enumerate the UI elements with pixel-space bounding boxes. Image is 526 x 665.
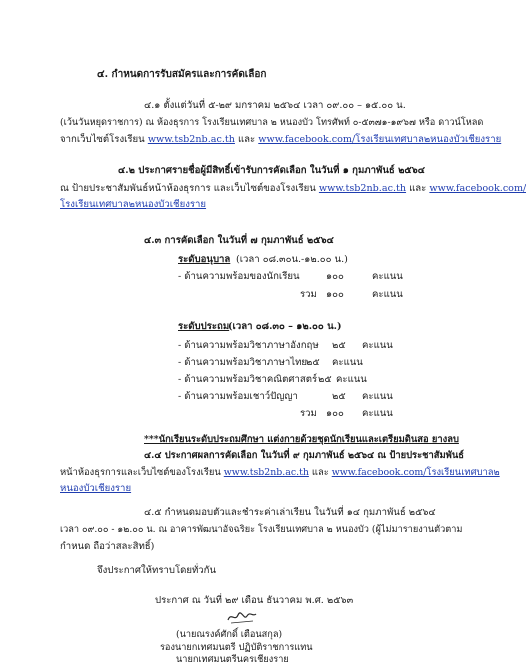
unit-label: คะแนน (362, 340, 393, 351)
facebook-page-link[interactable]: www.facebook.com/โรงเรียนเทศบาล๒ (331, 467, 500, 478)
primary-total: ๑๐๐ (326, 408, 344, 419)
unit-label: คะแนน (362, 391, 393, 402)
date-day: ๒๙ (225, 595, 239, 606)
primary-note: ***นักเรียนระดับประถมศึกษา แต่งกายด้วยชุดนักเรียนและเตรียมดินสอ ยางลบ (144, 434, 459, 445)
unit-label: คะแนน (336, 374, 367, 385)
section-4-5-line-3: กำหนด ถือว่าสละสิทธิ์) (60, 541, 155, 552)
kindergarten-score: ๑๐๐ (326, 271, 344, 282)
unit-label: คะแนน (332, 357, 363, 368)
date-month: ธันวาคม (266, 595, 303, 606)
section-4-1-line-3 (60, 135, 501, 145)
section-4-1-website-text: จากเว็บไซต์โรงเรียน (60, 134, 145, 145)
date-prefix: ประกาศ ณ วันที่ (155, 595, 222, 606)
date-month-label: เดือน (241, 595, 264, 606)
section-4-4-line-1: ๔.๔ ประกาศผลการคัดเลือก ในวันที่ ๙ กุมภาพันธ์ ๒๕๖๔ ณ ป้ายประชาสัมพันธ์ (144, 450, 464, 461)
primary-title: ระดับประถม (178, 321, 230, 332)
primary-time: (เวลา ๐๘.๓๐ – ๑๒.๐๐ น.) (228, 321, 342, 332)
section-4-3-heading: ๔.๓ การคัดเลือก ในวันที่ ๗ กุมภาพันธ์ ๒๕๖๔ (144, 235, 334, 246)
facebook-page-link-continued[interactable]: โรงเรียนเทศบาล๒หนองบัวเชียงราย (60, 199, 207, 210)
section-4-1-line-2: (เว้นวันหยุดราชการ) ณ ห้องธุรการ โรงเรียนเทศบาล ๒ หนองบัว โทรศัพท์ ๐-๕๓๗๑-๑๙๖๗ หรือ ดาวน์โหลด (60, 117, 484, 128)
signature-mark (225, 608, 259, 626)
signer-title-2: นายกเทศมนตรีนครเชียงราย (176, 654, 289, 665)
section-4-2-location-text: ณ ป้ายประชาสัมพันธ์หน้าห้องธุรการ และเว็บไซต์ของโรงเรียน (60, 183, 316, 194)
total-label: รวม (300, 408, 317, 419)
section-4-2-line-1: ๔.๒ ประกาศรายชื่อผู้มีสิทธิ์เข้ารับการคัดเลือก ในวันที่ ๑ กุมภาพันธ์ ๒๕๖๔ (118, 165, 426, 176)
unit-label: คะแนน (362, 408, 393, 419)
kindergarten-title: ระดับอนุบาล (178, 254, 231, 265)
announce-text: จึงประกาศให้ทราบโดยทั่วกัน (97, 565, 217, 576)
unit-label: คะแนน (372, 289, 403, 300)
signer-title-1: รองนายกเทศมนตรี ปฏิบัติราชการแทน (160, 642, 313, 653)
school-website-link[interactable]: www.tsb2nb.ac.th (223, 467, 309, 478)
section-4-2-line-2 (60, 184, 526, 194)
primary-item-score: ๒๕ (306, 357, 320, 368)
facebook-page-link[interactable]: www.facebook.com/โรงเรียนเทศบาล๒หนองบัวเชียงราย (258, 134, 502, 145)
facebook-page-link-continued[interactable]: หนองบัวเชียงราย (60, 483, 132, 494)
primary-item-score: ๒๕ (318, 374, 332, 385)
signer-name: (นายณรงค์ศักดิ์ เตือนสกุล) (176, 629, 283, 640)
primary-item-score: ๒๕ (332, 340, 346, 351)
section-4-4-location-text: หน้าห้องธุรการและเว็บไซต์ของโรงเรียน (60, 467, 221, 478)
unit-label: คะแนน (372, 271, 403, 282)
section-4-heading: ๔. กำหนดการรับสมัครและการคัดเลือก (97, 69, 267, 80)
kindergarten-item: - ด้านความพร้อมของนักเรียน (178, 271, 300, 282)
section-4-1-line-1: ๔.๑ ตั้งแต่วันที่ ๕-๒๙ มกราคม ๒๕๖๔ เวลา ๐๙.๐๐ – ๑๕.๐๐ น. (144, 100, 406, 111)
total-label: รวม (300, 289, 317, 300)
primary-item-label: - ด้านความพร้อมวิชาคณิตศาสตร์ (178, 374, 318, 385)
date-year: พ.ศ. ๒๕๖๓ (305, 595, 354, 606)
and-text: และ (311, 467, 329, 478)
section-4-4-line-2 (60, 468, 500, 477)
kindergarten-time: (เวลา ๐๘.๓๐น.-๑๒.๐๐ น.) (236, 254, 348, 265)
school-website-link[interactable]: www.tsb2nb.ac.th (147, 134, 235, 145)
facebook-page-link[interactable]: www.facebook.com/ (429, 183, 526, 194)
and-text: และ (238, 134, 256, 145)
school-website-link[interactable]: www.tsb2nb.ac.th (318, 183, 407, 194)
announcement-date-line (155, 596, 353, 606)
kindergarten-total: ๑๐๐ (326, 289, 344, 300)
primary-item-score: ๒๕ (332, 391, 346, 402)
and-text: และ (409, 183, 427, 194)
primary-item-label: - ด้านความพร้อมเชาว์ปัญญา (178, 391, 298, 402)
section-4-5-line-1: ๔.๕ กำหนดมอบตัวและชำระค่าเล่าเรียน ในวันที่ ๑๔ กุมภาพันธ์ ๒๕๖๔ (144, 507, 436, 518)
primary-item-label: - ด้านความพร้อมวิชาภาษาไทย (178, 357, 308, 368)
section-4-5-line-2: เวลา ๐๙.๐๐ - ๑๒.๐๐ น. ณ อาคารพัฒนาอัจฉริยะ โรงเรียนเทศบาล ๒ หนองบัว (ผู้ไม่มารายงานตัวตาม (60, 524, 463, 535)
primary-item-label: - ด้านความพร้อมวิชาภาษาอังกฤษ (178, 340, 319, 351)
